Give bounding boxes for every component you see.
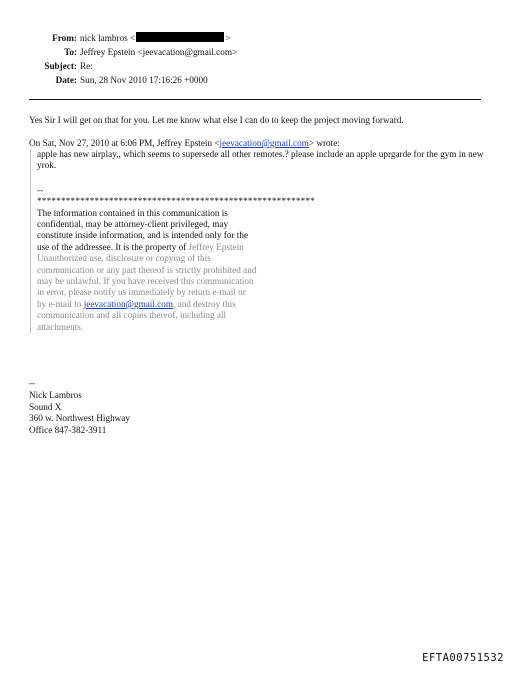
to-value: Jeffrey Epstein <jeevacation@gmail.com> bbox=[80, 47, 238, 57]
signature-name: Nick Lambros bbox=[29, 389, 82, 400]
disclaimer-gray-text: Jeffrey Epstein Unauthorized use, disclosure or copying of this communication or any part thereof is strictly prohibited and may be unlawful. If you have received this communication in error, please notify us immediately by return e-mail or by e-mail to bbox=[37, 241, 257, 309]
signature-dashes: -- bbox=[29, 378, 36, 388]
header-divider bbox=[29, 99, 481, 100]
from-name: nick lambros < bbox=[80, 33, 136, 43]
confidentiality-disclaimer bbox=[37, 208, 257, 333]
subject-label: Subject: bbox=[44, 61, 77, 71]
email-signature bbox=[29, 378, 130, 437]
attribution-suffix: > wrote: bbox=[308, 138, 340, 148]
quote-separator-dashes: -- bbox=[37, 184, 44, 195]
from-row bbox=[30, 31, 237, 45]
date-value: Sun, 28 Nov 2010 17:16:26 +0000 bbox=[80, 75, 208, 85]
signature-address: 360 w. Northwest Highway bbox=[29, 413, 130, 424]
from-tail: > bbox=[225, 33, 231, 43]
date-label: Date: bbox=[55, 75, 77, 85]
from-label: From: bbox=[52, 33, 77, 43]
redaction-box bbox=[136, 32, 224, 42]
disclaimer-email-link[interactable]: jeevacation@gmail.com bbox=[83, 298, 174, 309]
attribution-email-link[interactable]: jeevacation@gmail.com bbox=[219, 138, 309, 148]
quote-separator-stars: ********************************************************** bbox=[37, 196, 316, 207]
subject-value: Re: bbox=[80, 61, 93, 71]
signature-company: Sound X bbox=[29, 401, 62, 412]
disclaimer-text: The information contained in this communication is confidential, may be attorney-client privileged, may constitute inside information, and is intended only for the use of the addressee. It is the property of bbox=[37, 207, 249, 252]
disclaimer-gray-tail: , and destroy this communication and all copies thereof, including all attachments. bbox=[37, 298, 236, 332]
email-header bbox=[30, 31, 237, 87]
quoted-message-text: apple has new airplay,, which seems to supersede all other remotes.? please include an apple uprgarde for the gym in new yrok. bbox=[37, 149, 484, 171]
attribution-prefix: On Sat, Nov 27, 2010 at 6:06 PM, Jeffrey Epstein < bbox=[29, 138, 220, 148]
reply-text: Yes Sir I will get on that for you. Let me know what else I can do to keep the project moving forward. bbox=[29, 115, 404, 125]
to-row bbox=[30, 45, 237, 59]
to-label: To: bbox=[64, 47, 77, 57]
document-id: EFTA00751532 bbox=[422, 652, 504, 664]
quoted-message bbox=[30, 149, 489, 333]
signature-office-phone: Office 847-382-3911 bbox=[29, 425, 107, 436]
date-row bbox=[30, 73, 237, 87]
subject-row bbox=[30, 59, 237, 73]
